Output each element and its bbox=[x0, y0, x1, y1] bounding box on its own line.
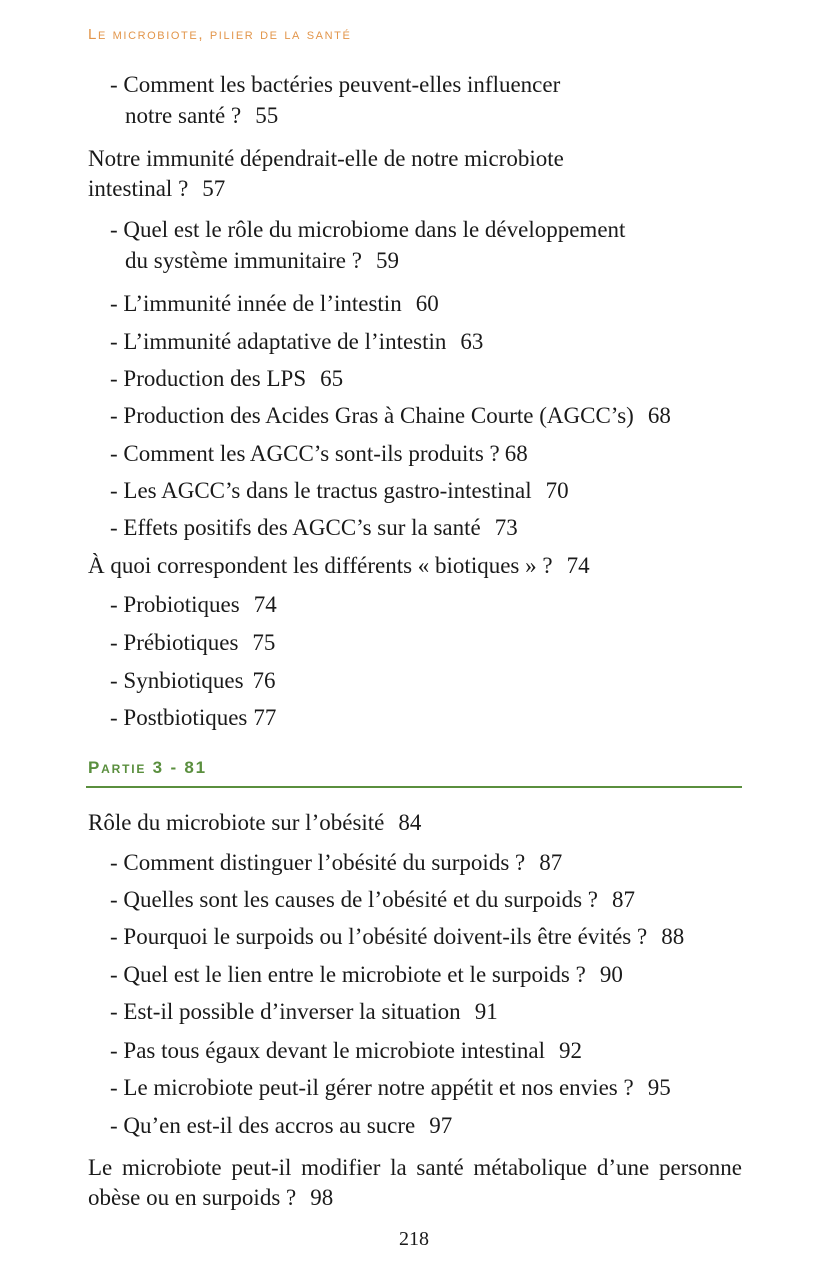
toc-entry[interactable]: - Comment les AGCC’s sont-ils produits ? 68 bbox=[110, 441, 528, 466]
page-ref: 63 bbox=[460, 329, 484, 354]
page-ref: 92 bbox=[558, 1038, 582, 1063]
page-number: 218 bbox=[399, 1228, 429, 1250]
toc-entry-continuation[interactable]: notre santé ? 55 bbox=[125, 103, 279, 128]
page-ref: 57 bbox=[202, 176, 226, 201]
page-ref: 87 bbox=[539, 850, 563, 875]
page-ref: 91 bbox=[474, 999, 498, 1024]
page-ref: 59 bbox=[375, 248, 399, 273]
page-ref: 60 bbox=[415, 291, 439, 316]
toc-entry[interactable]: - Effets positifs des AGCC’s sur la santé 73 bbox=[110, 515, 518, 540]
page-ref: 68 bbox=[504, 441, 528, 466]
page-ref: 97 bbox=[429, 1113, 453, 1138]
toc-entry[interactable]: - Postbiotiques 77 bbox=[110, 705, 277, 730]
page-ref: 84 bbox=[398, 810, 422, 835]
toc-entry[interactable]: - Le microbiote peut-il gérer notre appétit et nos envies ? 95 bbox=[110, 1075, 671, 1100]
page-ref: 76 bbox=[252, 668, 276, 693]
toc-entry[interactable]: - Comment distinguer l’obésité du surpoids ? 87 bbox=[110, 850, 563, 875]
toc-entry[interactable]: - Pourquoi le surpoids ou l’obésité doivent-ils être évités ? 88 bbox=[110, 924, 685, 949]
toc-entry[interactable]: - L’immunité innée de l’intestin 60 bbox=[110, 291, 439, 316]
toc-entry[interactable]: - Les AGCC’s dans le tractus gastro-intestinal 70 bbox=[110, 478, 569, 503]
page-ref: 68 bbox=[647, 403, 671, 428]
page-ref: 98 bbox=[310, 1185, 334, 1210]
page-ref: 70 bbox=[545, 478, 569, 503]
page-ref: 95 bbox=[647, 1075, 671, 1100]
toc-entry[interactable]: À quoi correspondent les différents « biotiques » ? 74 bbox=[88, 553, 590, 578]
toc-entry-continuation[interactable]: intestinal ? 57 bbox=[88, 176, 226, 201]
page-ref: 74 bbox=[253, 592, 277, 617]
toc-entry[interactable]: - L’immunité adaptative de l’intestin 63 bbox=[110, 329, 484, 354]
toc-entry[interactable]: - Quelles sont les causes de l’obésité et du surpoids ? 87 bbox=[110, 887, 635, 912]
page-ref: 65 bbox=[320, 366, 344, 391]
part-heading[interactable]: Partie 3 - 81 bbox=[88, 758, 207, 777]
toc-entry[interactable]: - Comment les bactéries peuvent-elles influencer bbox=[110, 72, 561, 97]
page-ref: 87 bbox=[612, 887, 635, 912]
page-ref: 90 bbox=[599, 962, 623, 987]
toc-entry[interactable]: - Production des LPS 65 bbox=[110, 366, 344, 391]
toc-entry[interactable]: Le microbiote peut-il modifier la santé métabolique d’une personne obèse ou en surpoids ? 98 bbox=[88, 1155, 742, 1210]
toc-entry[interactable]: - Quel est le lien entre le microbiote et le surpoids ? 90 bbox=[110, 962, 623, 987]
page-ref: 88 bbox=[661, 924, 685, 949]
page-ref: 74 bbox=[566, 553, 590, 578]
page-ref: 77 bbox=[253, 705, 277, 730]
toc-entry[interactable]: - Production des Acides Gras à Chaine Courte (AGCC’s) 68 bbox=[110, 403, 671, 428]
page-ref: 55 bbox=[255, 103, 279, 128]
page-ref: 73 bbox=[494, 515, 518, 540]
part-divider bbox=[86, 786, 742, 788]
toc-entry[interactable]: - Quel est le rôle du microbiome dans le développement bbox=[110, 217, 626, 242]
toc-entry[interactable]: - Probiotiques 74 bbox=[110, 592, 277, 617]
toc-entry[interactable]: Notre immunité dépendrait-elle de notre microbiote bbox=[88, 146, 564, 171]
page-ref: 75 bbox=[252, 630, 276, 655]
running-head: Le microbiote, pilier de la santé bbox=[88, 26, 352, 43]
toc-entry[interactable]: - Est-il possible d’inverser la situation 91 bbox=[110, 999, 498, 1024]
toc-entry[interactable]: - Pas tous égaux devant le microbiote intestinal 92 bbox=[110, 1038, 582, 1063]
toc-entry[interactable]: - Prébiotiques 75 bbox=[110, 630, 276, 655]
toc-entry[interactable]: - Qu’en est-il des accros au sucre 97 bbox=[110, 1113, 453, 1138]
toc-entry-continuation[interactable]: du système immunitaire ? 59 bbox=[125, 248, 399, 273]
toc-entry[interactable]: - Synbiotiques 76 bbox=[110, 668, 276, 693]
toc-entry[interactable]: Rôle du microbiote sur l’obésité 84 bbox=[88, 810, 422, 835]
